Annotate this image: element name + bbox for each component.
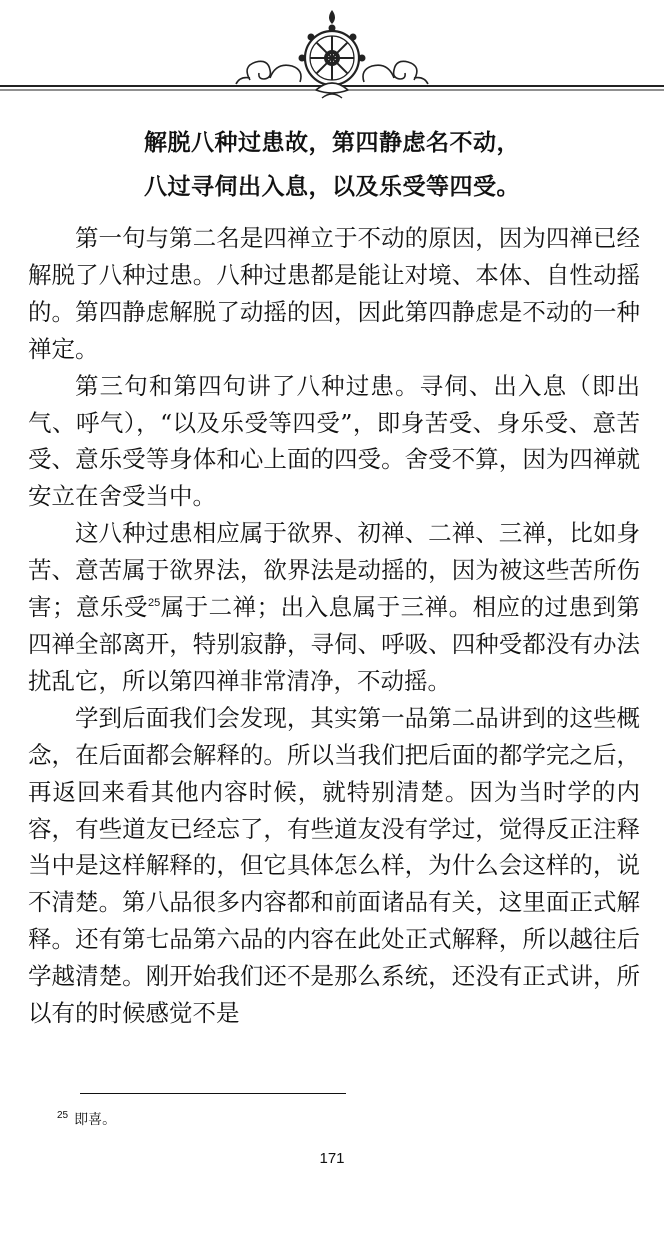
verse-line-2: 八过寻伺出入息，以及乐受等四受。 (144, 174, 520, 200)
paragraph-2: 第三句和第四句讲了八种过患。寻伺、出入息（即出气、呼气），“以及乐受等四受”，即身苦受、身乐受、意苦受、意乐受等身体和心上面的四受。舍受不算，因为四禅就安立在舍受当中。 (28, 371, 640, 511)
footnote-reference[interactable]: 25 (147, 597, 161, 610)
footnote-text: 即喜。 (74, 1112, 117, 1128)
page-number: 171 (319, 1150, 345, 1167)
paragraph-3-part-1: 这八种过患相应属于欲界、初禅、二禅、三禅，比如身苦、意苦属于欲界法，欲界法是动摇的，因为被这些苦所伤害；意乐受 (28, 519, 640, 622)
dharma-wheel-icon (299, 10, 366, 98)
paragraph-3-part-2: 属于二禅；出入息属于三禅。相应的过患到第四禅全部离开，特别寂静，寻伺、呼吸、四种受都没有办法扰乱它，所以第四禅非常清净，不动摇。 (28, 593, 641, 695)
footnote-number: 25 (57, 1110, 69, 1122)
verse-line-1: 解脱八种过患故，第四静虑名不动， (144, 130, 520, 156)
footnote (57, 1109, 116, 1129)
paragraph-3 (28, 515, 640, 700)
paragraph-4: 学到后面我们会发现，其实第一品第二品讲到的这些概念，在后面都会解释的。所以当我们把后面的都学完之后，再返回来看其他内容时候，就特别清楚。因为当时学的内容，有些道友已经忘了，有些道友没有学过，觉得反正注释当中是这样解释的，但它具体怎么样，为什么会这样的，说不清楚。第八品很多内容都和前面诸品有关，这里面正式解释。还有第七品第六品的内容在此处正式解释，所以越往后学越清楚。刚开始我们还不是那么系统，还没有正式讲，所以有的时候感觉不是 (28, 703, 640, 1028)
header-ornament (0, 0, 664, 110)
paragraph-1: 第一句与第二名是四禅立于不动的原因，因为四禅已经解脱了八种过患。八种过患都是能让对境、本体、自性动摇的。第四静虑解脱了动摇的因，因此第四静虑是不动的一种禅定。 (28, 224, 640, 363)
body-text (28, 220, 640, 1032)
footnote-divider (80, 1093, 346, 1094)
